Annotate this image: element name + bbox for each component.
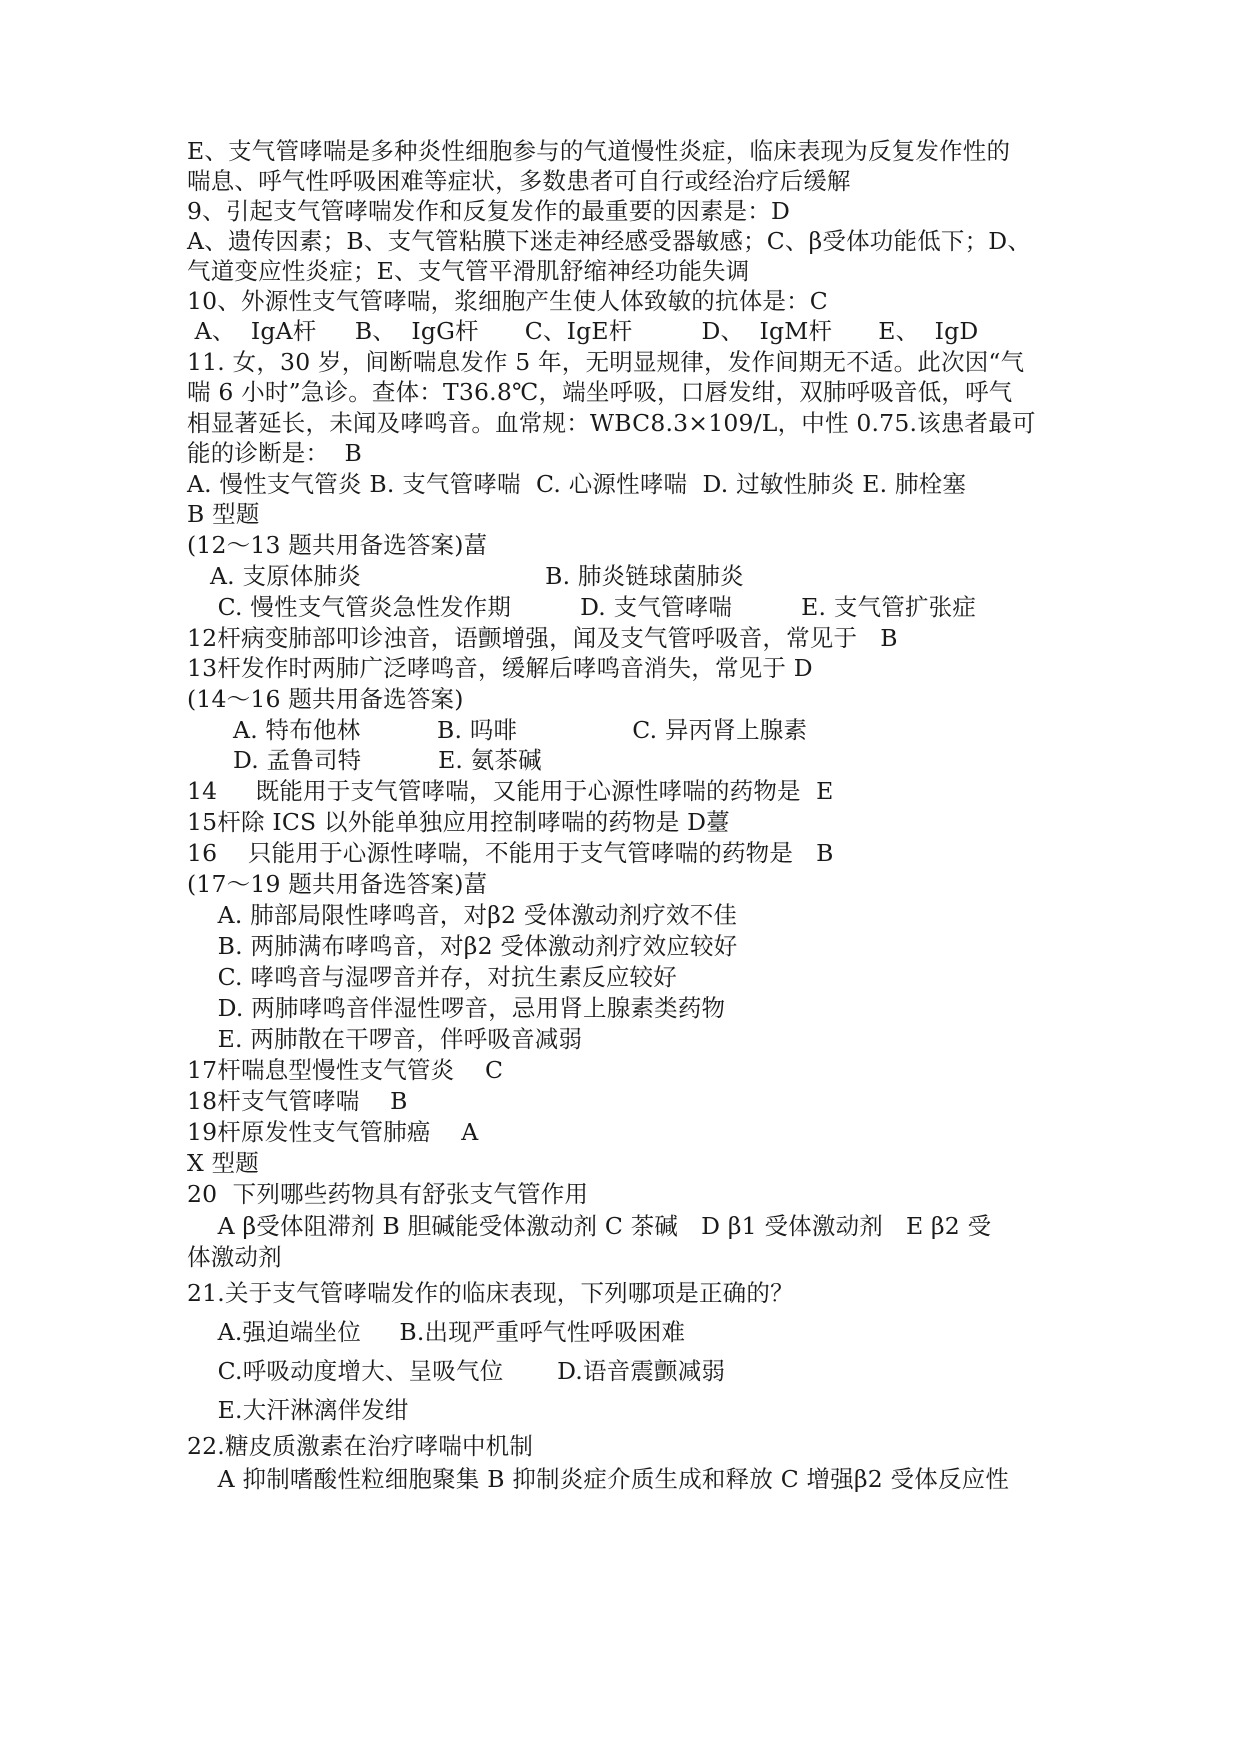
text-line: A. 支原体肺炎 B. 肺炎链球菌肺炎	[187, 562, 744, 590]
text-line: A. 特布他林 B. 吗啡 C. 异丙肾上腺素	[187, 716, 808, 744]
text-line: 11. 女，30 岁，间断喘息发作 5 年，无明显规律，发作间期无不适。此次因“气	[187, 348, 1025, 376]
text-line: D. 两肺哮鸣音伴湿性啰音，忌用肾上腺素类药物	[187, 994, 726, 1022]
text-line: A、遗传因素；B、支气管粘膜下迷走神经感受器敏感；C、β受体功能低下；D、	[187, 227, 1032, 255]
text-line: A 抑制嗜酸性粒细胞聚集 B 抑制炎症介质生成和释放 C 增强β2 受体反应性	[187, 1465, 1010, 1493]
text-line: 相显著延长，未闻及哮鸣音。血常规：WBC8.3×109/L，中性 0.75.该患者最可	[187, 409, 1036, 437]
text-line: 15杆除 ICS 以外能单独应用控制哮喘的药物是 D薹	[187, 808, 730, 836]
text-line: A β受体阻滞剂 B 胆碱能受体激动剂 C 茶碱 D β1 受体激动剂 E β2 受	[187, 1212, 992, 1240]
text-line: 14 既能用于支气管哮喘，又能用于心源性哮喘的药物是 E	[187, 777, 834, 805]
text-line: 17杆喘息型慢性支气管炎 C	[187, 1056, 504, 1084]
text-line: A. 肺部局限性哮鸣音，对β2 受体激动剂疗效不佳	[187, 901, 738, 929]
text-line: 喘 6 小时”急诊。查体：T36.8℃，端坐呼吸，口唇发绀，双肺呼吸音低，呼气	[187, 378, 1013, 406]
text-line: 10、外源性支气管哮喘，浆细胞产生使人体致敏的抗体是：C	[187, 287, 828, 315]
text-line: X 型题	[187, 1149, 259, 1177]
text-line: E. 两肺散在干啰音，伴呼吸音减弱	[187, 1025, 583, 1053]
text-line: A.强迫端坐位 B.出现严重呼气性呼吸困难	[187, 1318, 686, 1346]
text-line: 气道变应性炎症；E、支气管平滑肌舒缩神经功能失调	[187, 257, 750, 285]
text-line: (14～16 题共用备选答案)	[187, 685, 464, 713]
text-line: C. 哮鸣音与湿啰音并存，对抗生素反应较好	[187, 963, 677, 991]
text-line: (17～19 题共用备选答案)葍	[187, 870, 488, 898]
text-line: A. 慢性支气管炎 B. 支气管哮喘 C. 心源性哮喘 D. 过敏性肺炎 E. 肺栓塞	[187, 470, 967, 498]
text-line: A、 IgA杆 B、 IgG杆 C、IgE杆 D、 IgM杆 E、 IgD	[187, 317, 979, 345]
text-line: 12杆病变肺部叩诊浊音，语颤增强，闻及支气管呼吸音，常见于 B	[187, 624, 898, 652]
text-line: 喘息、呼气性呼吸困难等症状，多数患者可自行或经治疗后缓解	[187, 167, 851, 195]
text-line: 22.糖皮质激素在治疗哮喘中机制	[187, 1432, 534, 1460]
text-line: B. 两肺满布哮鸣音，对β2 受体激动剂疗效应较好	[187, 932, 738, 960]
text-line: 能的诊断是： B	[187, 439, 363, 467]
text-line: 21.关于支气管哮喘发作的临床表现，下列哪项是正确的？	[187, 1279, 794, 1307]
text-line: D. 孟鲁司特 E. 氨茶碱	[187, 746, 542, 774]
text-line: 13杆发作时两肺广泛哮鸣音，缓解后哮鸣音消失，常见于 D	[187, 654, 813, 682]
text-line: 体激动剂	[187, 1243, 282, 1271]
text-line: 16 只能用于心源性哮喘，不能用于支气管哮喘的药物是 B	[187, 839, 834, 867]
text-line: B 型题	[187, 500, 260, 528]
text-line: 18杆支气管哮喘 B	[187, 1087, 408, 1115]
text-line: (12～13 题共用备选答案)葍	[187, 531, 488, 559]
text-line: E.大汗淋漓伴发绀	[187, 1396, 409, 1424]
text-line: 19杆原发性支气管肺癌 A	[187, 1118, 479, 1146]
text-line: E、支气管哮喘是多种炎性细胞参与的气道慢性炎症，临床表现为反复发作性的	[187, 137, 1011, 165]
text-line: 20 下列哪些药物具有舒张支气管作用	[187, 1180, 589, 1208]
text-line: 9、引起支气管哮喘发作和反复发作的最重要的因素是：D	[187, 197, 790, 225]
text-line: C. 慢性支气管炎急性发作期 D. 支气管哮喘 E. 支气管扩张症	[187, 593, 977, 621]
text-line: C.呼吸动度增大、呈吸气位 D.语音震颤减弱	[187, 1357, 726, 1385]
